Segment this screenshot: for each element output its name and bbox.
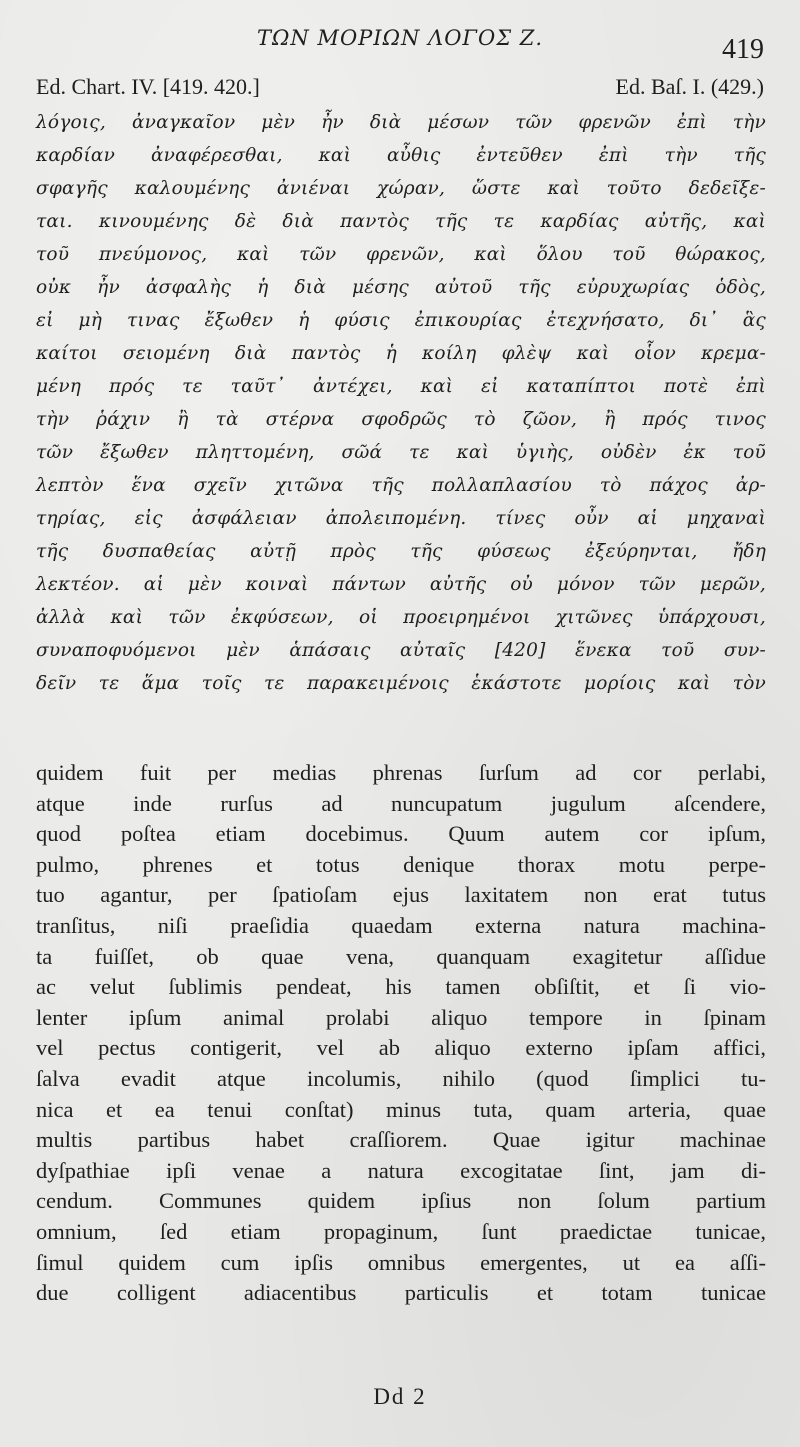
greek-line: ται. κινουμένης δὲ διὰ παντὸς τῆς τε καρδίας αὐτῆς, καὶ bbox=[36, 211, 766, 232]
greek-line: οὐκ ἦν ἀσφαλὴς ἡ διὰ μέσης αὐτοῦ τῆς εὐρυχωρίας ὁδὸς, bbox=[36, 277, 766, 298]
latin-line: atque inde rurſus ad nuncupatum jugulum aſcendere, bbox=[36, 790, 766, 816]
running-head: ΤΩΝ ΜΟΡΙΩΝ ΛΟΓΟΣ Ζ. bbox=[256, 26, 544, 50]
page-number: 419 bbox=[722, 34, 764, 65]
greek-line: δεῖν τε ἅμα τοῖς τε παρακειμένοις ἑκάστοτε μορίοις καὶ τὸν bbox=[36, 673, 766, 694]
greek-line: λεκτέον. αἱ μὲν κοιναὶ πάντων αὐτῆς οὐ μόνον τῶν μερῶν, bbox=[36, 574, 766, 595]
latin-line: tranſitus, niſi praeſidia quaedam externa natura machina- bbox=[36, 912, 766, 938]
greek-text-block bbox=[36, 106, 766, 700]
greek-line: καίτοι σειομένη διὰ παντὸς ἡ κοίλη φλὲψ καὶ οἷον κρεμα- bbox=[36, 343, 766, 364]
latin-line: ta fuiſſet, ob quae vena, quanquam exagitetur aſſidue bbox=[36, 943, 766, 969]
printer-signature-mark: Dd 2 bbox=[373, 1384, 427, 1409]
latin-line: multis partibus habet craſſiorem. Quae igitur machinae bbox=[36, 1127, 766, 1153]
greek-line: τῆς δυσπαθείας αὐτῇ πρὸς τῆς φύσεως ἐξεύρηνται, ἤδη bbox=[36, 541, 766, 562]
latin-line: ac velut ſublimis pendeat, his tamen obſiſtit, et ſi vio- bbox=[36, 974, 766, 1000]
latin-line: due colligent adiacentibus particulis et totam tunicae bbox=[36, 1280, 766, 1306]
greek-line: τὴν ῥάχιν ἢ τὰ στέρνα σφοδρῶς τὸ ζῶον, ἢ πρός τινος bbox=[36, 409, 766, 430]
latin-line: dyſpathiae ipſi venae a natura excogitatae ſint, jam di- bbox=[36, 1157, 766, 1183]
latin-line: ſimul quidem cum ipſis omnibus emergentes, ut ea aſſi- bbox=[36, 1249, 766, 1275]
greek-line: συναποφυόμενοι μὲν ἁπάσαις αὐταῖς [420] ἕνεκα τοῦ συν- bbox=[36, 640, 766, 661]
latin-line: cendum. Communes quidem ipſius non ſolum partium bbox=[36, 1188, 766, 1214]
greek-line: μένη πρός τε ταῦτ᾽ ἀντέχει, καὶ εἰ καταπίπτοι ποτὲ ἐπὶ bbox=[36, 376, 766, 397]
greek-line: τηρίας, εἰς ἀσφάλειαν ἀπολειπομένη. τίνες οὖν αἱ μηχαναὶ bbox=[36, 508, 766, 529]
greek-line: ἀλλὰ καὶ τῶν ἐκφύσεων, οἱ προειρημένοι χιτῶνες ὑπάρχουσι, bbox=[36, 607, 766, 628]
latin-line: omnium, ſed etiam propaginum, ſunt praedictae tunicae, bbox=[36, 1218, 766, 1244]
latin-line: ſalva evadit atque incolumis, nihilo (quod ſimplici tu- bbox=[36, 1065, 766, 1091]
latin-line: quidem fuit per medias phrenas ſurſum ad cor perlabi, bbox=[36, 760, 766, 785]
edition-reference-line bbox=[36, 74, 764, 100]
latin-line: nica et ea tenui conſtat) minus tuta, quam arteria, quae bbox=[36, 1096, 766, 1122]
greek-line: καρδίαν ἀναφέρεσθαι, καὶ αὖθις ἐντεῦθεν ἐπὶ τὴν τῆς bbox=[36, 145, 766, 166]
greek-line: λόγοις, ἀναγκαῖον μὲν ἦν διὰ μέσων τῶν φρενῶν ἐπὶ τὴν bbox=[36, 112, 766, 133]
latin-line: lenter ipſum animal prolabi aliquo tempore in ſpinam bbox=[36, 1004, 766, 1030]
greek-line: τοῦ πνεύμονος, καὶ τῶν φρενῶν, καὶ ὅλου τοῦ θώρακος, bbox=[36, 244, 766, 265]
greek-line: σφαγῆς καλουμένης ἀνιέναι χώραν, ὥστε καὶ τοῦτο δεδεῖξε- bbox=[36, 178, 766, 199]
greek-line: τῶν ἔξωθεν πληττομένη, σῶά τε καὶ ὑγιὴς, οὐδὲν ἐκ τοῦ bbox=[36, 442, 766, 463]
edition-basel-reference: Ed. Baſ. I. (429.) bbox=[615, 74, 764, 99]
greek-line: εἰ μὴ τινας ἔξωθεν ἡ φύσις ἐπικουρίας ἐτεχνήσατο, δι᾽ ἃς bbox=[36, 310, 766, 331]
latin-line: tuo agantur, per ſpatioſam ejus laxitatem non erat tutus bbox=[36, 882, 766, 908]
edition-chart-reference: Ed. Chart. IV. [419. 420.] bbox=[36, 74, 260, 99]
latin-line: quod poſtea etiam docebimus. Quum autem cor ipſum, bbox=[36, 821, 766, 847]
latin-line: vel pectus contigerit, vel ab aliquo externo ipſam affici, bbox=[36, 1035, 766, 1061]
latin-text-block bbox=[36, 758, 766, 1309]
latin-line: pulmo, phrenes et totus denique thorax motu perpe- bbox=[36, 851, 766, 877]
greek-line: λεπτὸν ἕνα σχεῖν χιτῶνα τῆς πολλαπλασίου τὸ πάχος ἀρ- bbox=[36, 475, 766, 496]
